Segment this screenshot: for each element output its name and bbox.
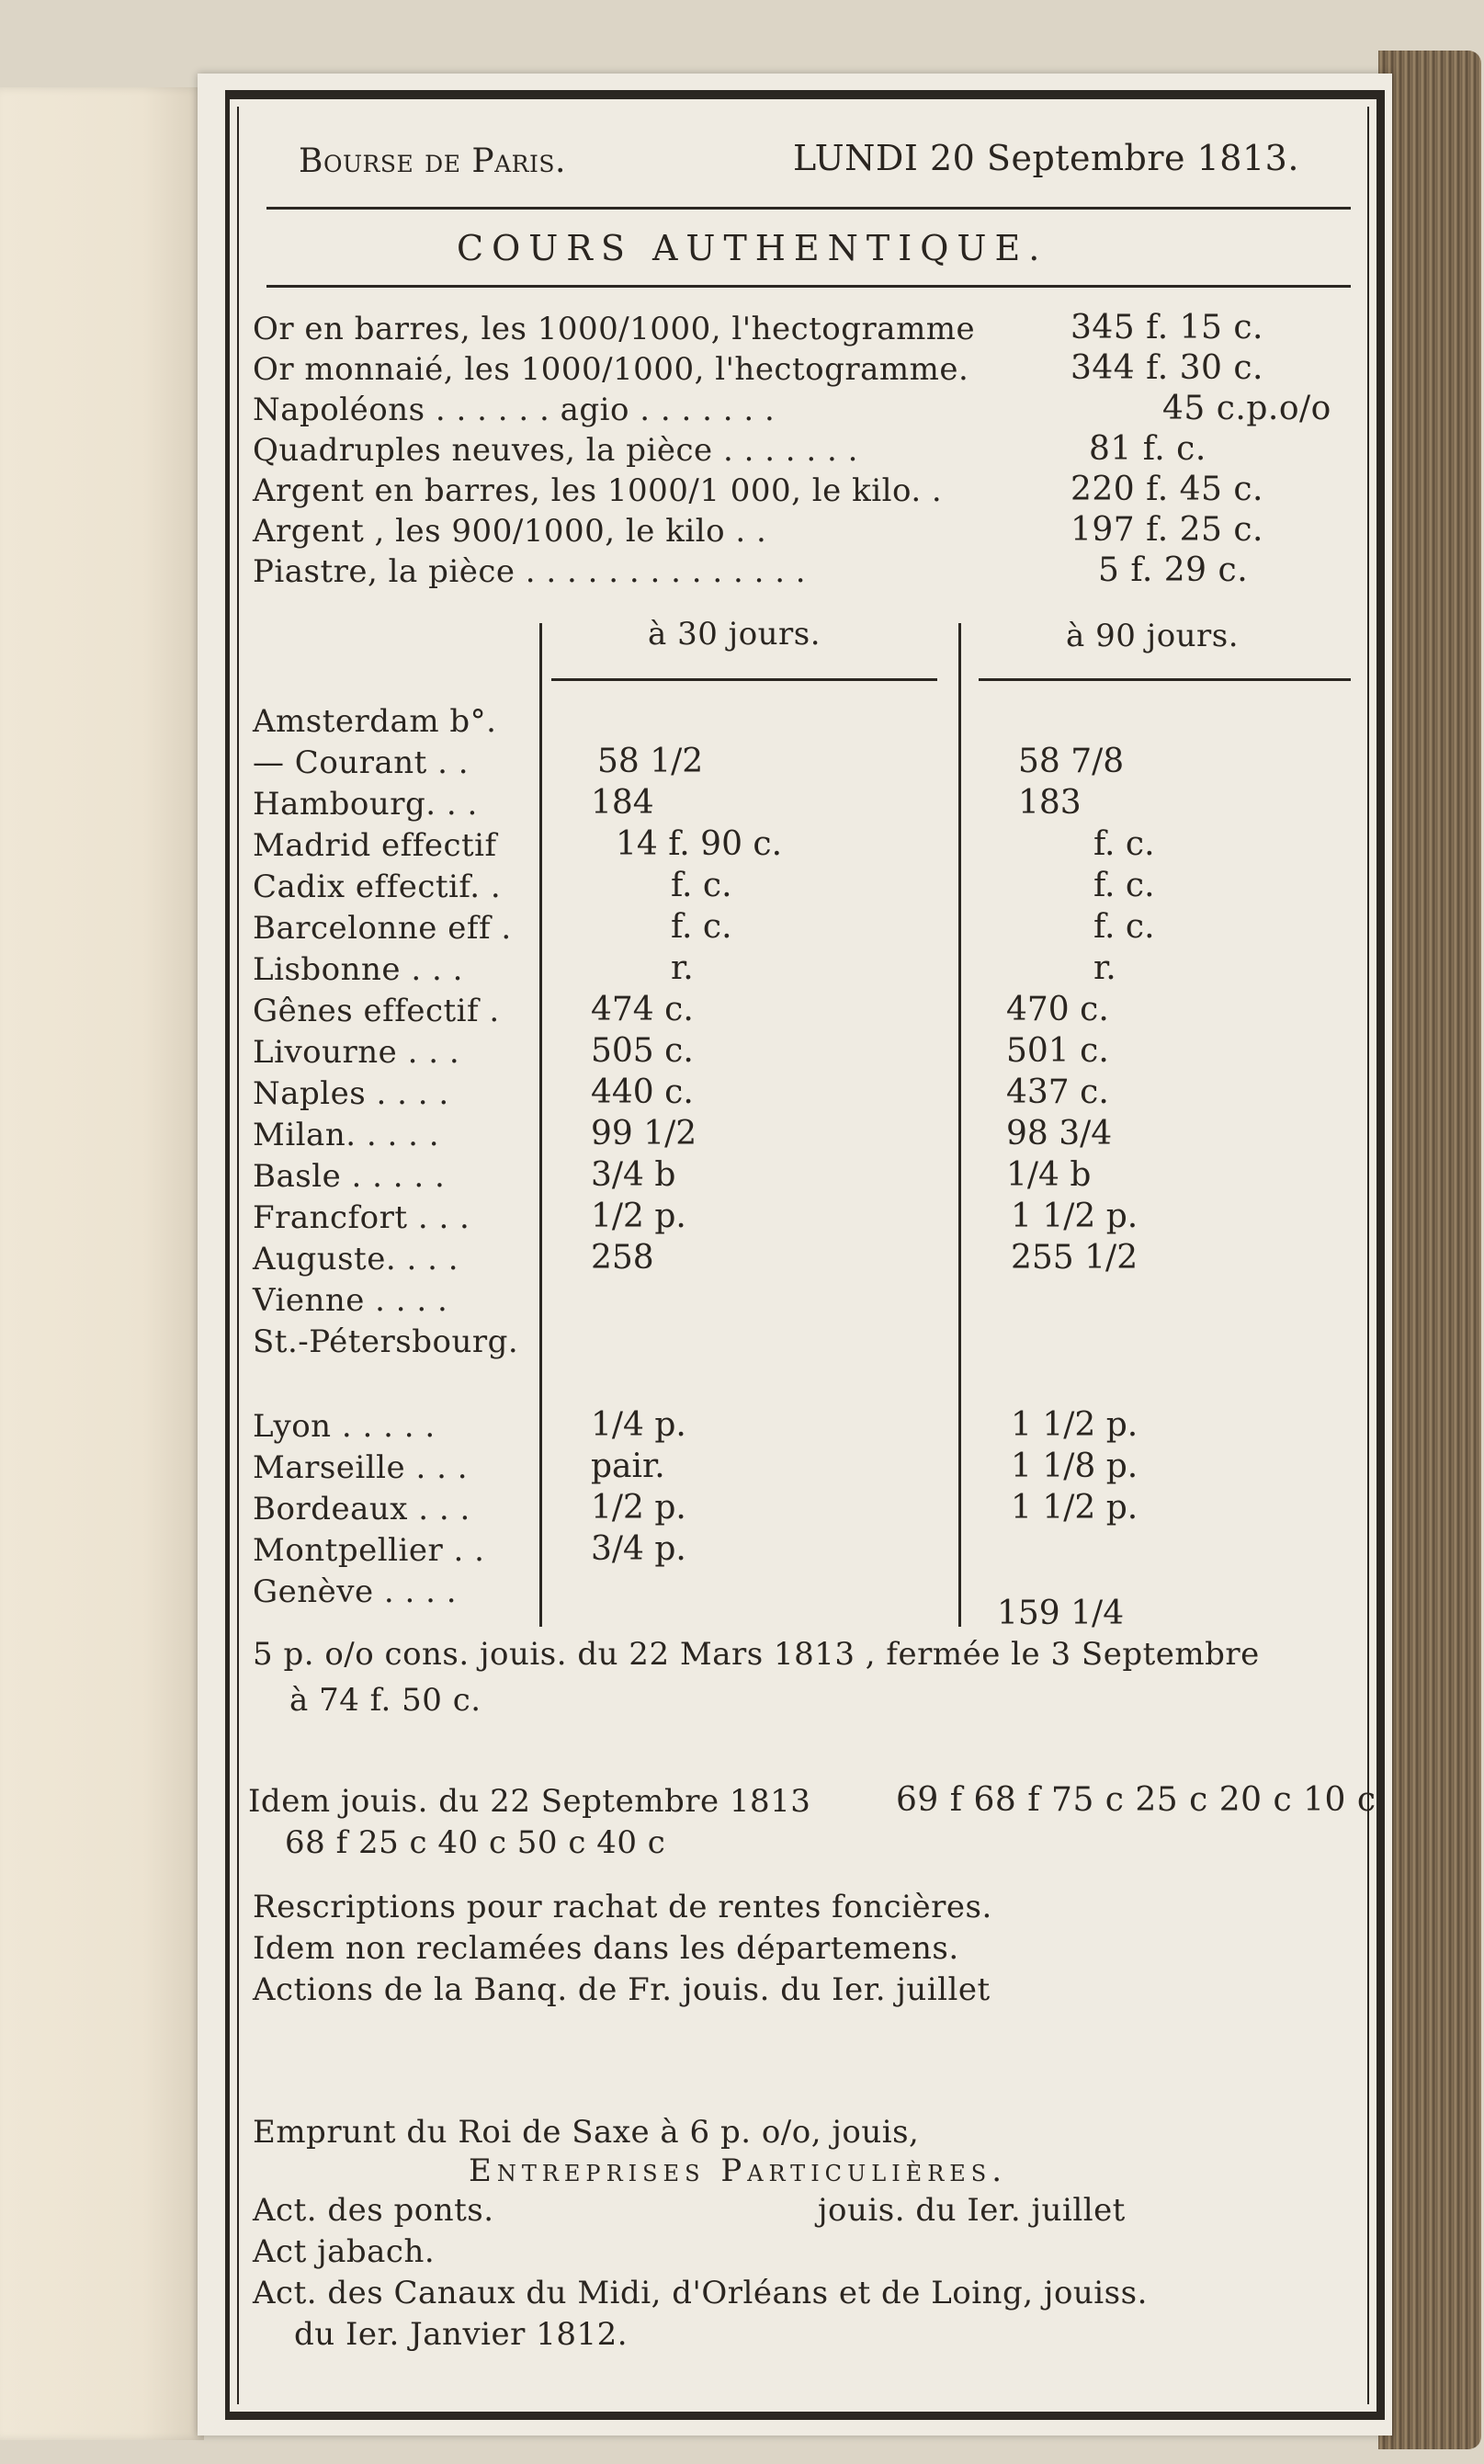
column-rule-90 (979, 678, 1351, 681)
rate-90: 1 1/8 p. (1011, 1448, 1138, 1485)
rate-30: r. (671, 949, 694, 987)
metal-label: Argent en barres, les 1000/1 000, le kilo. . (253, 472, 943, 509)
column-rule-30 (551, 678, 937, 681)
place-label: Francfort . . . (253, 1199, 470, 1236)
place-label: Vienne . . . . (253, 1282, 448, 1319)
place-label: Livourne . . . (253, 1034, 460, 1071)
rate-30: 3/4 b (591, 1156, 676, 1194)
metal-label: Piastre, la pièce . . . . . . . . . . . . . . (253, 553, 807, 590)
rate-90: f. c. (1093, 867, 1155, 904)
rate-90: 159 1/4 (997, 1595, 1125, 1632)
place-label: St.-Pétersbourg. (253, 1323, 519, 1360)
metal-label: Argent , les 900/1000, le kilo . . (253, 513, 767, 550)
metal-label: Napoléons . . . . . . agio . . . . . . . (253, 392, 776, 428)
rate-30: 440 c. (591, 1073, 694, 1111)
rate-30: 99 1/2 (591, 1115, 697, 1153)
metal-label: Or en barres, les 1000/1000, l'hectogramme (253, 311, 976, 347)
rate-30: f. c. (671, 908, 732, 946)
column-header-90: à 90 jours. (1066, 618, 1240, 654)
rate-30: pair. (591, 1448, 665, 1485)
metal-value: 345 f. 15 c. (1071, 309, 1263, 346)
place-label: Cadix effectif. . (253, 869, 502, 905)
rate-90: r. (1093, 949, 1116, 987)
rate-30: 1/2 p. (591, 1198, 686, 1235)
metal-value: 197 f. 25 c. (1071, 511, 1263, 549)
rate-30: 3/4 p. (591, 1530, 686, 1568)
rate-90: 501 c. (1006, 1032, 1109, 1070)
rate-30: 1/4 p. (591, 1406, 686, 1444)
place-label: Basle . . . . . (253, 1158, 446, 1195)
place-label: Amsterdam b°. (253, 703, 497, 740)
jabach-label: Act jabach. (253, 2233, 436, 2270)
place-label: Auguste. . . . (253, 1241, 459, 1277)
place-label: Madrid effectif (253, 827, 497, 864)
rentes-line: 5 p. o/o cons. jouis. du 22 Mars 1813 , fermée le 3 Septembre (253, 1636, 1260, 1673)
rate-90: 183 (1018, 784, 1082, 822)
column-divider-left (539, 623, 542, 1627)
rentes-line: Idem non reclamées dans les départemens. (253, 1930, 959, 1967)
rentes-line: Idem jouis. du 22 Septembre 1813 (248, 1783, 811, 1820)
place-label: Bordeaux . . . (253, 1491, 470, 1527)
column-header-30: à 30 jours. (648, 616, 821, 653)
rate-90: 58 7/8 (1018, 743, 1125, 780)
left-page-edge (0, 87, 204, 2440)
rate-30: 1/2 p. (591, 1489, 686, 1527)
page-title: COURS AUTHENTIQUE. (457, 228, 1048, 268)
place-label: Naples . . . . (253, 1075, 449, 1112)
rate-90: 470 c. (1006, 991, 1109, 1028)
rentes-line: Actions de la Banq. de Fr. jouis. du Ier. juillet (253, 1971, 991, 2008)
rate-90: 1 1/2 p. (1011, 1198, 1138, 1235)
metal-label: Or monnaié, les 1000/1000, l'hectogramme. (253, 351, 969, 388)
place-label: Gênes effectif . (253, 993, 500, 1029)
rate-30: 14 f. 90 c. (616, 825, 783, 863)
canaux-line: Act. des Canaux du Midi, d'Orléans et de Loing, jouiss. (253, 2275, 1148, 2311)
bourse-title: Bourse de Paris. (299, 142, 566, 180)
metal-value: 81 f. c. (1089, 430, 1206, 468)
metal-value: 344 f. 30 c. (1071, 349, 1263, 387)
rate-90: 1/4 b (1006, 1156, 1092, 1194)
rentes-values: 69 f 68 f 75 c 25 c 20 c 10 c (896, 1781, 1376, 1819)
emprunt-line: Emprunt du Roi de Saxe à 6 p. o/o, jouis, (253, 2114, 920, 2151)
ponts-value: jouis. du Ier. juillet (818, 2192, 1126, 2229)
column-divider-right (958, 623, 961, 1627)
canaux-line: du Ier. Janvier 1812. (294, 2316, 629, 2353)
rate-30: 258 (591, 1239, 654, 1277)
place-label: Hambourg. . . (253, 786, 478, 823)
title-rule (266, 285, 1351, 288)
place-label: Marseille . . . (253, 1449, 468, 1486)
place-label: — Courant . . (253, 744, 470, 781)
place-label: Genève . . . . (253, 1573, 458, 1610)
place-label: Barcelonne eff . (253, 910, 512, 947)
rate-90: 437 c. (1006, 1073, 1109, 1111)
entreprises-heading: Entreprises Particulières. (469, 2152, 1008, 2189)
rate-90: 1 1/2 p. (1011, 1489, 1138, 1527)
rentes-line: à 74 f. 50 c. (289, 1682, 481, 1719)
rate-90: f. c. (1093, 825, 1155, 863)
metal-value: 5 f. 29 c. (1098, 551, 1249, 589)
metal-value: 45 c.p.o/o (1162, 390, 1331, 427)
rate-90: 98 3/4 (1006, 1115, 1113, 1153)
rate-90: f. c. (1093, 908, 1155, 946)
ponts-label: Act. des ponts. (253, 2192, 494, 2229)
place-label: Montpellier . . (253, 1532, 485, 1569)
metal-label: Quadruples neuves, la pièce . . . . . . . (253, 432, 858, 469)
rentes-line: Rescriptions pour rachat de rentes foncières. (253, 1889, 992, 1925)
rate-30: 505 c. (591, 1032, 694, 1070)
rate-30: 474 c. (591, 991, 694, 1028)
metal-value: 220 f. 45 c. (1071, 471, 1263, 508)
rate-30: 184 (591, 784, 654, 822)
rate-30: 58 1/2 (597, 743, 704, 780)
document-page (198, 74, 1392, 2436)
place-label: Lyon . . . . . (253, 1408, 436, 1445)
rentes-line: 68 f 25 c 40 c 50 c 40 c (285, 1824, 666, 1861)
rate-90: 255 1/2 (1011, 1239, 1138, 1277)
rate-90: 1 1/2 p. (1011, 1406, 1138, 1444)
place-label: Lisbonne . . . (253, 951, 463, 988)
rate-30: f. c. (671, 867, 732, 904)
place-label: Milan. . . . . (253, 1117, 439, 1153)
page-stack-edge (1378, 51, 1481, 2449)
date-line: LUNDI 20 Septembre 1813. (793, 138, 1299, 178)
header-rule (266, 207, 1351, 210)
